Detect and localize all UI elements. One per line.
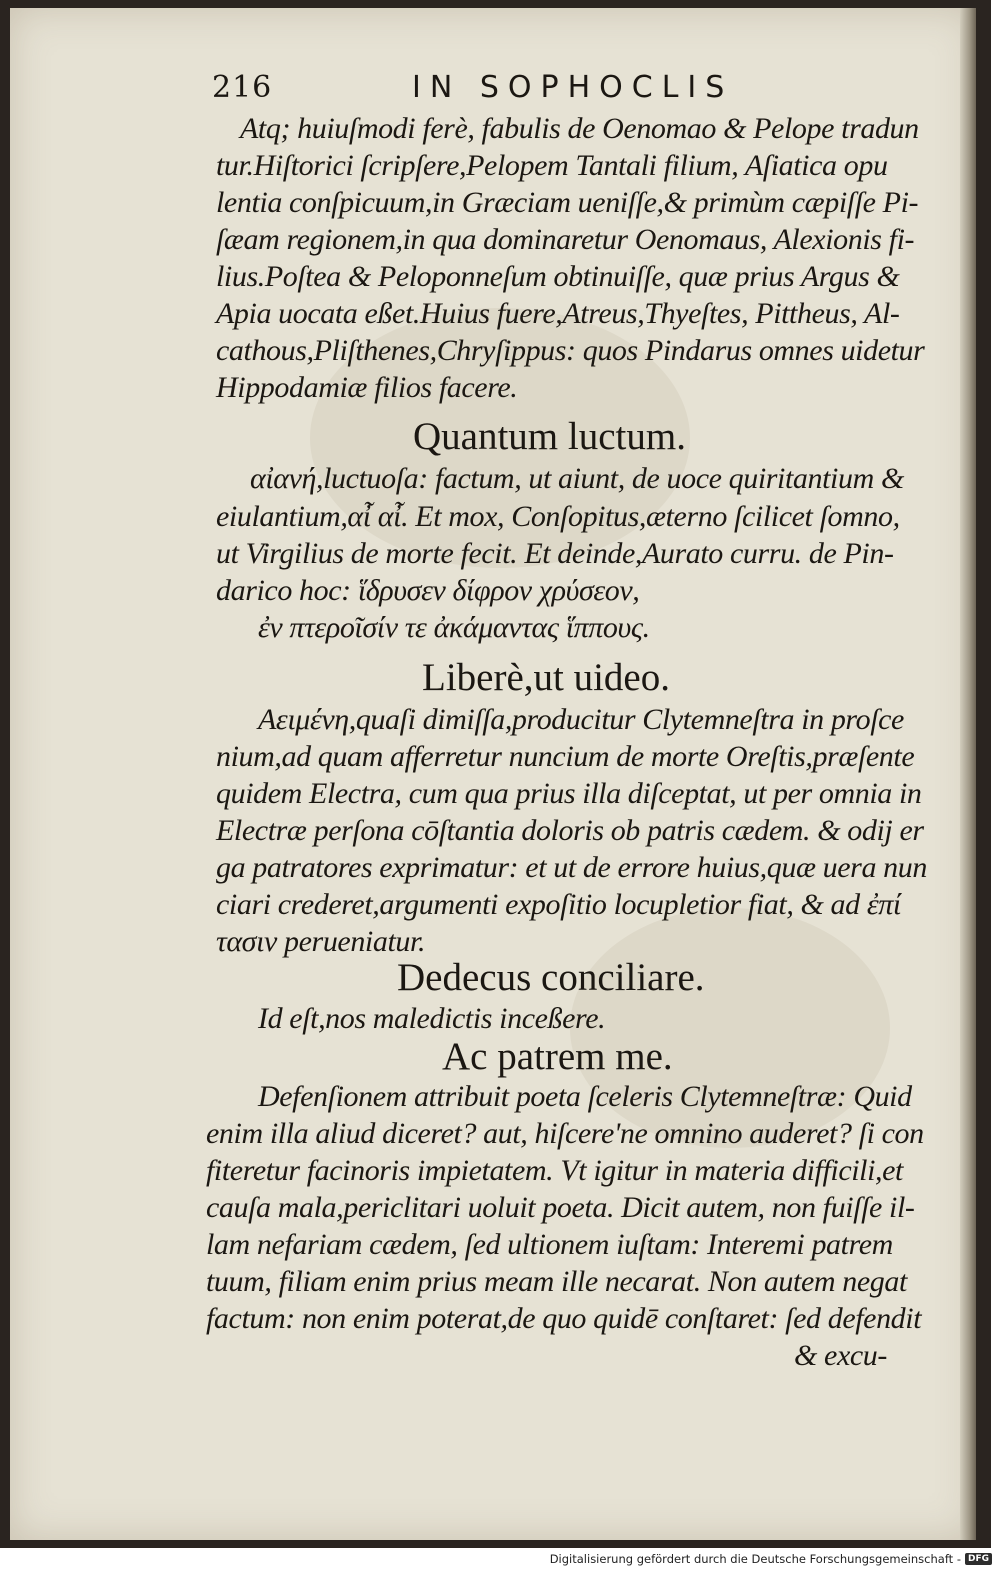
text-line: ciari crederet,argumenti expoſitio locupletior fiat, & ad ἐπί bbox=[216, 888, 901, 921]
text-line: nium,ad quam afferretur nuncium de morte Oreſtis,præſente bbox=[216, 740, 915, 773]
footer-text: Digitalisierung gefördert durch die Deutsche Forschungsgemeinschaft - bbox=[549, 1552, 961, 1566]
section-heading: Quantum luctum. bbox=[413, 415, 686, 458]
text-line: ut Virgilius de morte fecit. Et deinde,Aurato curru. de Pin- bbox=[216, 537, 894, 570]
text-line: factum: non enim poterat,de quo quidē conſtaret: ſed defendit bbox=[206, 1302, 922, 1335]
text-line: lius.Poſtea & Peloponneſum obtinuiſſe, quæ prius Argus & bbox=[216, 260, 900, 293]
text-line: quidem Electra, cum qua prius illa diſceptat, ut per omnia in bbox=[216, 777, 922, 810]
page-number: 216 bbox=[212, 70, 273, 105]
text-line: Id eſt,nos maledictis inceßere. bbox=[258, 1002, 606, 1035]
text-line: fiteretur facinoris impietatem. Vt igitur in materia difficili,et bbox=[206, 1154, 903, 1187]
text-line: τασιν perueniatur. bbox=[216, 925, 426, 958]
text-line: lam nefariam cædem, ſed ultionem iuſtam: Interemi patrem bbox=[206, 1228, 893, 1261]
page-edge bbox=[960, 8, 976, 1540]
section-heading: Dedecus conciliare. bbox=[397, 956, 705, 999]
text-line: ga patratores exprimatur: et ut de errore huius,quæ uera nun bbox=[216, 851, 927, 884]
text-line: cauſa mala,periclitari uoluit poeta. Dicit autem, non fuiſſe il- bbox=[206, 1191, 915, 1224]
text-line: tuum, filiam enim prius meam ille necarat. Non autem negat bbox=[206, 1265, 907, 1298]
digitization-footer bbox=[550, 1552, 992, 1566]
section-heading: Ac patrem me. bbox=[442, 1035, 673, 1078]
text-line: αἰανή,luctuoſa: factum, ut aiunt, de uoce quiritantium & bbox=[250, 462, 904, 495]
text-line: ἐν πτεροῖσίν τε ἀκάμαντας ἵππους. bbox=[258, 611, 650, 644]
text-line: Defenſionem attribuit poeta ſceleris Clytemneſtræ: Quid bbox=[258, 1080, 912, 1113]
text-line: darico hoc: ἵδρυσεν δίφρον χρύσεον, bbox=[216, 574, 640, 607]
catchword: & excu- bbox=[794, 1339, 887, 1372]
running-title: IN SOPHOCLIS bbox=[412, 70, 734, 105]
dfg-logo-icon: DFG bbox=[965, 1553, 992, 1565]
text-line: Electræ perſona cōſtantia doloris ob patris cædem. & odij er bbox=[216, 814, 924, 847]
text-line: eiulantium,αἶ αἶ. Et mox, Conſopitus,æterno ſcilicet ſomno, bbox=[216, 500, 900, 533]
running-header bbox=[212, 70, 734, 105]
text-line: ſæam regionem,in qua dominaretur Oenomaus, Alexionis fi- bbox=[216, 223, 915, 256]
text-line: cathous,Pliſthenes,Chryſippus: quos Pindarus omnes uidetur bbox=[216, 334, 925, 367]
section-heading: Liberè,ut uideo. bbox=[422, 656, 670, 699]
text-line: enim illa aliud diceret? aut, hiſcere'ne omnino auderet? ſi con bbox=[206, 1117, 924, 1150]
text-line: Hippodamiæ filios facere. bbox=[216, 371, 518, 404]
text-line: Αειμένη,quaſi dimiſſa,producitur Clytemneſtra in proſce bbox=[258, 703, 904, 736]
text-line: Apia uocata eßet.Huius fuere,Atreus,Thyeſtes, Pittheus, Al- bbox=[216, 297, 900, 330]
text-line: tur.Hiſtorici ſcripſere,Pelopem Tantali filium, Aſiatica opu bbox=[216, 149, 888, 182]
text-line: lentia conſpicuum,in Græciam ueniſſe,& primùm cæpiſſe Pi- bbox=[216, 186, 919, 219]
text-line: Atq; huiuſmodi ferè, fabulis de Oenomao & Pelope tradun bbox=[240, 112, 919, 145]
